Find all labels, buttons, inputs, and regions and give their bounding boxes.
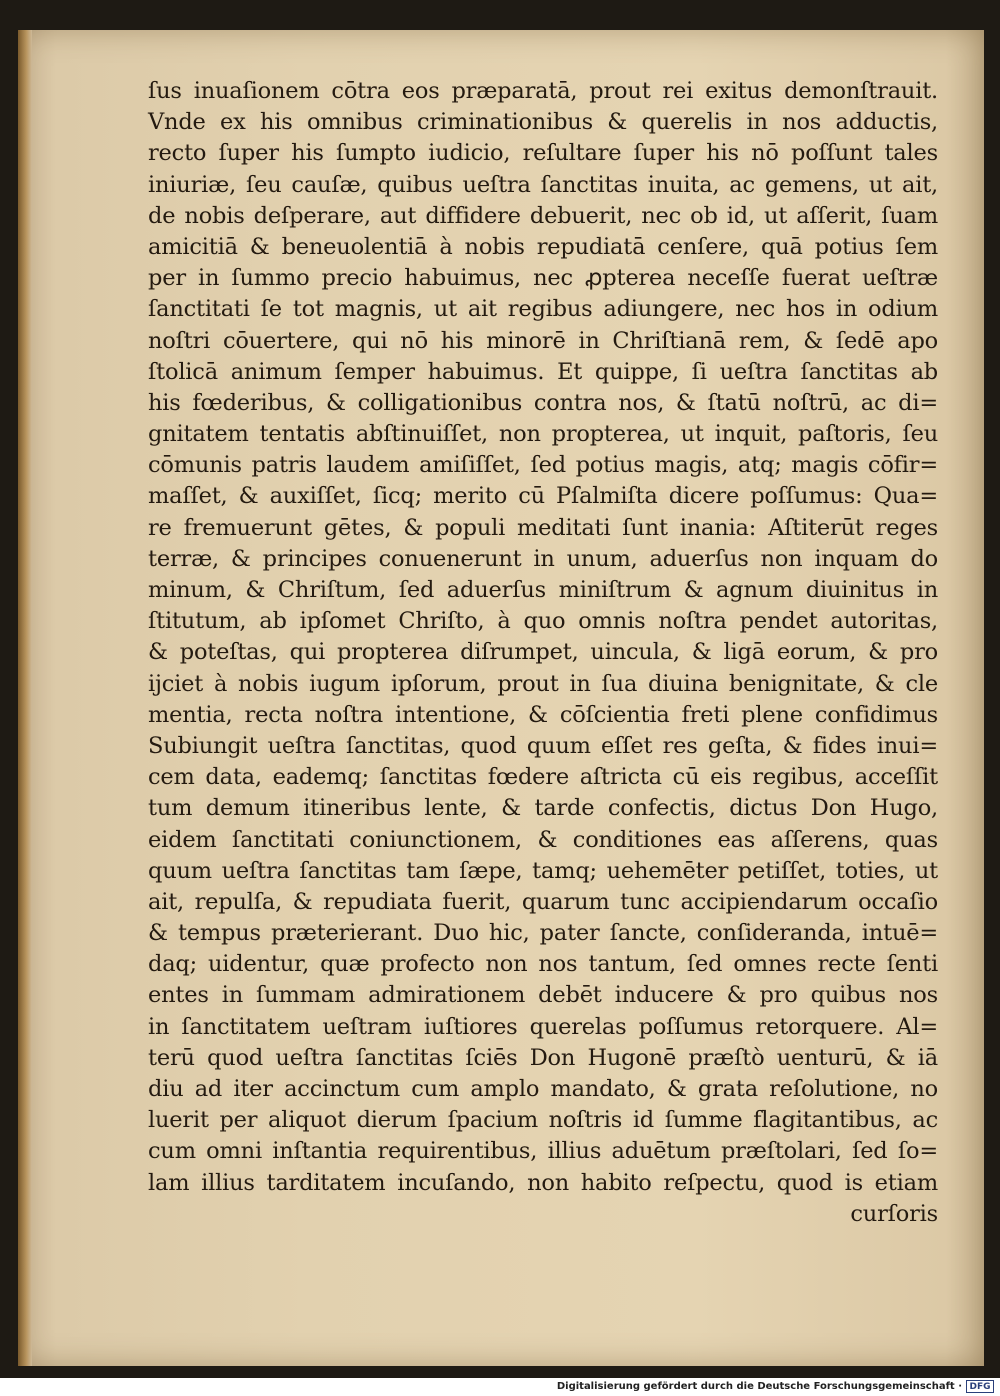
digitization-credit: Digitalisierung gefördert durch die Deutsche Forschungsgemeinschaft · xyxy=(556,1381,962,1392)
text-line: quum ueſtra ſanctitas tam ſæpe, tamq; uehemēter petiſſet, toties, ut xyxy=(148,857,938,884)
text-line: recto ſuper his ſumpto iudicio, reſultare ſuper his nō poſſunt tales xyxy=(148,140,938,167)
text-line: ſus inuaſionem cōtra eos præparatā, prout rei exitus demonſtrauit. xyxy=(148,78,938,104)
text-line: eidem ſanctitati coniunctionem, & conditiones eas aſſerens, quas xyxy=(148,826,938,853)
text-line: ſanctitati ſe tot magnis, ut ait regibus adiungere, nec hos in odium xyxy=(148,296,938,323)
text-line: his fœderibus, & colligationibus contra nos, & ſtatū noſtrū, ac di= xyxy=(148,389,938,416)
text-line: iniuriæ, ſeu cauſæ, quibus ueſtra ſanctitas inuita, ac gemens, ut ait, xyxy=(148,171,938,198)
text-line: & tempus præterierant. Duo hic, pater ſancte, conſideranda, intuē= xyxy=(148,920,938,947)
text-line: luerit per aliquot dierum ſpacium noſtris id ſumme flagitantibus, ac xyxy=(148,1107,938,1134)
page-binding-edge xyxy=(18,30,32,1366)
text-line: ſtolicā animum ſemper habuimus. Et quippe, ſi ueſtra ſanctitas ab xyxy=(148,358,938,385)
text-line: Vnde ex his omnibus criminationibus & querelis in nos adductis, xyxy=(148,109,938,136)
text-line: noſtri cōuertere, qui nō his minorē in Chriſtianā rem, & ſedē apo xyxy=(148,327,938,354)
text-line: maſſet, & auxiſſet, ſicq; merito cū Pſalmiſta dicere poſſumus: Qua= xyxy=(148,483,938,510)
body-text xyxy=(148,76,938,1230)
catchword: curſoris xyxy=(850,1200,938,1227)
text-line: cem data, eademq; ſanctitas fœdere aſtricta cū eis regibus, acceſſit xyxy=(148,764,938,791)
text-line: cum omni inſtantia requirentibus, illius aduētum præſtolari, ſed ſo= xyxy=(148,1138,938,1165)
text-line: & poteſtas, qui propterea diſrumpet, uincula, & ligā eorum, & pro xyxy=(148,639,938,666)
text-line: minum, & Chriſtum, ſed aduerſus miniſtrum & agnum diuinitus in xyxy=(148,577,938,603)
dfg-logo: DFG xyxy=(966,1380,994,1393)
text-line: amicitiā & beneuolentiā à nobis repudiatā cenſere, quā potius ſem xyxy=(148,233,938,260)
text-line: terū quod ueſtra ſanctitas ſciēs Don Hugonē præſtò uenturū, & iā xyxy=(148,1044,938,1071)
footer-bar xyxy=(0,1378,1000,1396)
text-line: daq; uidentur, quæ profecto non nos tantum, ſed omnes recte ſenti xyxy=(148,951,938,978)
text-line: ſtitutum, ab ipſomet Chriſto, à quo omnis noſtra pendet autoritas, xyxy=(148,608,938,635)
text-line: re fremuerunt gētes, & populi meditati ſunt inania: Aſtiterūt reges xyxy=(148,514,938,541)
text-line: entes in ſummam admirationem debēt inducere & pro quibus nos xyxy=(148,982,938,1009)
text-line: diu ad iter accinctum cum amplo mandato, & grata reſolutione, no xyxy=(148,1076,938,1102)
text-line: gnitatem tentatis abſtinuiſſet, non propterea, ut inquit, paſtoris, ſeu xyxy=(148,421,938,448)
text-line: lam illius tarditatem incuſando, non habito reſpectu, quod is etiam xyxy=(148,1169,938,1196)
text-line: per in ſummo precio habuimus, nec ꝓpterea neceſſe fuerat ueſtræ xyxy=(148,265,938,292)
text-line: tum demum itineribus lente, & tarde confectis, dictus Don Hugo, xyxy=(148,795,938,822)
text-line: de nobis deſperare, aut diffidere debuerit, nec ob id, ut aſſerit, ſuam xyxy=(148,202,938,229)
text-line: terræ, & principes conuenerunt in unum, aduerſus non inquam do xyxy=(148,545,938,572)
text-line: cōmunis patris laudem amiſiſſet, ſed potius magis, atq; magis cōfir= xyxy=(148,452,938,479)
text-line: in ſanctitatem ueſtram iuſtiores querelas poſſumus retorquere. Al= xyxy=(148,1013,938,1040)
text-line: ait, repulſa, & repudiata fuerit, quarum tunc accipiendarum occaſio xyxy=(148,888,938,915)
text-line: mentia, recta noſtra intentione, & cōſcientia freti plene confidimus xyxy=(148,701,938,728)
text-line: ijciet à nobis iugum ipſorum, prout in ſua diuina benignitate, & cle xyxy=(148,670,938,697)
text-line: Subiungit ueſtra ſanctitas, quod quum eſſet res geſta, & fides inui= xyxy=(148,732,938,759)
